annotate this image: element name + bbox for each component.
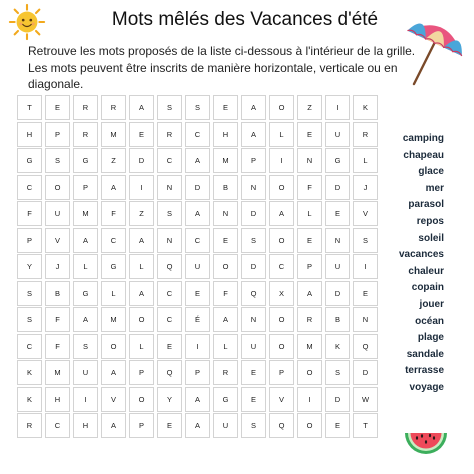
grid-cell: C [157,148,182,173]
grid-cell: M [101,122,126,147]
instructions-text: Retrouve les mots proposés de la liste ci-dessous à l'intérieur de la grille. Les mots peuvent être inscrits de manière horizontale, verticale ou en diagonale. [28,44,416,91]
grid-cell: F [101,201,126,226]
grid-cell: C [45,413,70,438]
grid-cell: M [73,201,98,226]
grid-cell: B [45,281,70,306]
grid-cell: S [17,281,42,306]
grid-cell: U [45,201,70,226]
grid-cell: C [157,281,182,306]
grid-cell: A [241,95,266,120]
grid-cell: L [297,201,322,226]
grid-cell: C [185,122,210,147]
grid-cell: N [241,175,266,200]
grid-cell: O [101,334,126,359]
grid-cell: A [73,228,98,253]
word-list-item: jouer [419,298,444,310]
grid-cell: P [129,360,154,385]
word-search-grid [17,95,378,438]
grid-cell: D [129,148,154,173]
grid-cell: P [45,122,70,147]
grid-cell: A [213,307,238,332]
word-list-item: copain [411,282,444,294]
grid-cell: E [325,413,350,438]
grid-cell: Z [297,95,322,120]
grid-cell: G [17,148,42,173]
word-list-item: repos [416,215,444,227]
grid-cell: U [241,334,266,359]
grid-cell: U [185,254,210,279]
grid-cell: F [45,334,70,359]
grid-cell: S [157,201,182,226]
word-list [399,131,444,397]
grid-cell: E [325,201,350,226]
word-list-item: chaleur [408,265,444,277]
grid-cell: R [17,413,42,438]
word-list-item: parasol [408,199,444,211]
grid-cell: É [185,307,210,332]
grid-cell: E [241,360,266,385]
grid-cell: I [297,387,322,412]
word-list-item: vacances [398,249,444,261]
word-list-item: voyage [409,381,444,393]
grid-cell: E [157,334,182,359]
grid-cell: T [17,95,42,120]
grid-cell: U [73,360,98,385]
word-list-item: camping [402,133,444,144]
grid-cell: A [185,387,210,412]
grid-cell: W [353,387,378,412]
grid-cell: K [353,95,378,120]
grid-cell: N [157,228,182,253]
grid-cell: S [17,307,42,332]
grid-cell: D [325,281,350,306]
grid-cell: A [101,413,126,438]
sun-icon [8,3,46,41]
grid-cell: D [353,360,378,385]
grid-cell: Q [353,334,378,359]
grid-cell: R [297,307,322,332]
grid-cell: D [325,387,350,412]
grid-cell: V [101,387,126,412]
grid-cell: N [353,307,378,332]
grid-cell: S [185,95,210,120]
grid-cell: D [241,201,266,226]
grid-cell: Q [157,360,182,385]
grid-cell: R [157,122,182,147]
grid-cell: A [101,175,126,200]
grid-cell: E [45,95,70,120]
grid-cell: L [101,281,126,306]
grid-cell: P [297,254,322,279]
grid-cell: O [269,175,294,200]
grid-cell: F [297,175,322,200]
grid-cell: I [129,175,154,200]
grid-cell: F [213,281,238,306]
grid-cell: M [45,360,70,385]
word-list-item: soleil [418,232,444,244]
grid-cell: C [269,254,294,279]
grid-cell: Z [129,201,154,226]
grid-cell: N [213,201,238,226]
grid-cell: E [185,281,210,306]
grid-cell: S [73,334,98,359]
word-list-item: terrasse [405,365,444,377]
grid-cell: S [157,95,182,120]
grid-cell: A [185,148,210,173]
grid-cell: L [353,148,378,173]
word-list-item: chapeau [403,149,444,161]
grid-cell: R [213,360,238,385]
grid-cell: P [73,175,98,200]
grid-cell: S [353,228,378,253]
grid-cell: E [129,122,154,147]
grid-cell: A [129,281,154,306]
grid-cell: O [269,334,294,359]
grid-cell: D [241,254,266,279]
grid-cell: L [129,334,154,359]
grid-cell: J [45,254,70,279]
beach-umbrella-icon [402,14,468,86]
grid-cell: O [45,175,70,200]
grid-cell: P [185,360,210,385]
grid-cell: A [73,307,98,332]
grid-cell: P [129,413,154,438]
grid-cell: K [325,334,350,359]
grid-cell: M [297,334,322,359]
grid-cell: G [101,254,126,279]
grid-cell: Z [101,148,126,173]
grid-cell: O [269,95,294,120]
grid-cell: U [325,122,350,147]
grid-cell: Q [157,254,182,279]
grid-cell: A [129,228,154,253]
grid-cell: A [241,122,266,147]
page-title: Mots mêlés des Vacances d'été [111,9,379,30]
grid-cell: A [101,360,126,385]
grid-cell: G [73,148,98,173]
grid-cell: A [269,201,294,226]
grid-cell: E [297,228,322,253]
word-list-item: sandale [406,348,444,360]
grid-cell: C [17,175,42,200]
grid-cell: C [101,228,126,253]
grid-cell: A [297,281,322,306]
grid-cell: O [297,360,322,385]
grid-cell: S [241,228,266,253]
grid-cell: A [185,201,210,226]
grid-cell: H [73,413,98,438]
grid-cell: L [73,254,98,279]
grid-cell: O [129,387,154,412]
grid-cell: E [297,122,322,147]
grid-cell: S [325,360,350,385]
grid-cell: I [185,334,210,359]
grid-cell: E [241,387,266,412]
grid-cell: C [17,334,42,359]
grid-cell: E [157,413,182,438]
grid-cell: N [297,148,322,173]
grid-cell: X [269,281,294,306]
grid-cell: B [213,175,238,200]
grid-cell: I [353,254,378,279]
grid-cell: R [73,95,98,120]
grid-cell: H [17,122,42,147]
grid-cell: P [17,228,42,253]
grid-cell: Q [241,281,266,306]
grid-cell: N [325,228,350,253]
grid-cell: O [297,413,322,438]
grid-cell: E [213,95,238,120]
grid-cell: A [129,95,154,120]
grid-cell: N [241,307,266,332]
grid-cell: C [185,228,210,253]
grid-cell: O [213,254,238,279]
grid-cell: E [213,228,238,253]
word-list-item: glace [418,166,444,178]
grid-cell: R [73,122,98,147]
grid-cell: S [45,148,70,173]
grid-cell: R [101,95,126,120]
grid-cell: L [213,334,238,359]
grid-cell: M [213,148,238,173]
grid-cell: N [157,175,182,200]
grid-cell: D [185,175,210,200]
grid-cell: T [353,413,378,438]
grid-cell: O [269,228,294,253]
grid-cell: P [241,148,266,173]
grid-cell: H [45,387,70,412]
word-list-item: mer [425,182,444,194]
grid-cell: V [353,201,378,226]
grid-cell: I [73,387,98,412]
grid-cell: G [73,281,98,306]
grid-cell: E [353,281,378,306]
grid-cell: M [101,307,126,332]
grid-cell: Q [269,413,294,438]
grid-cell: I [325,95,350,120]
grid-cell: O [269,307,294,332]
grid-cell: I [269,148,294,173]
grid-cell: V [269,387,294,412]
grid-cell: F [17,201,42,226]
watermelon-icon [403,427,449,465]
grid-cell: F [45,307,70,332]
grid-cell: U [325,254,350,279]
grid-cell: D [325,175,350,200]
grid-cell: Y [157,387,182,412]
word-list-item: plage [417,332,444,344]
grid-cell: H [213,122,238,147]
grid-cell: S [241,413,266,438]
grid-cell: U [213,413,238,438]
grid-cell: R [353,122,378,147]
grid-cell: G [325,148,350,173]
grid-cell: K [17,360,42,385]
grid-cell: V [45,228,70,253]
grid-cell: O [129,307,154,332]
grid-cell: G [213,387,238,412]
grid-cell: L [269,122,294,147]
grid-cell: B [325,307,350,332]
grid-cell: C [157,307,182,332]
grid-cell: A [185,413,210,438]
grid-cell: J [353,175,378,200]
grid-cell: L [129,254,154,279]
grid-cell: Y [17,254,42,279]
word-list-item: océan [415,315,444,327]
grid-cell: K [17,387,42,412]
grid-cell: P [269,360,294,385]
